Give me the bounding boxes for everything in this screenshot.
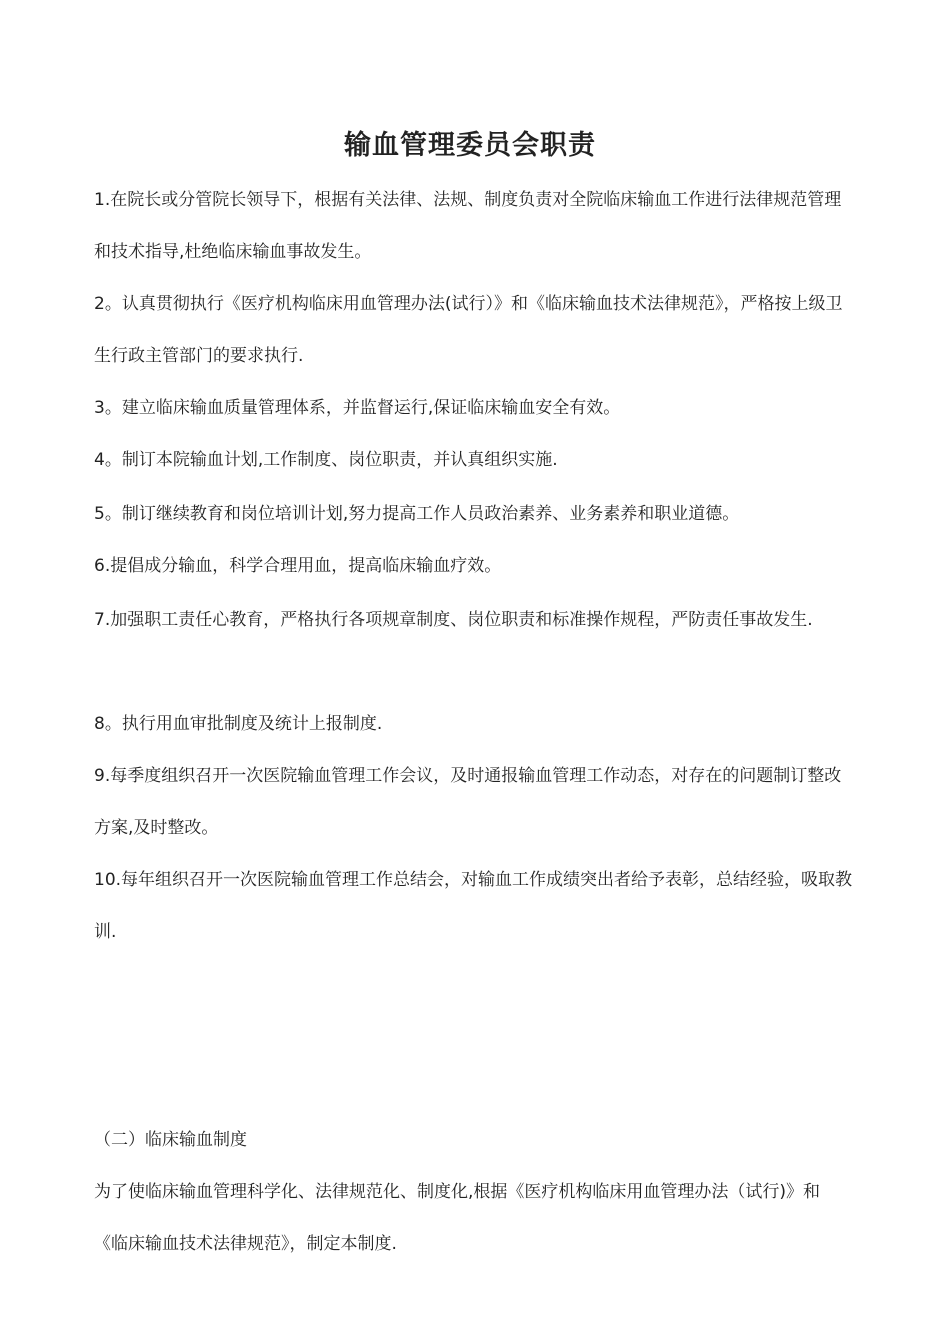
duty-item-3: 3。建立临床输血质量管理体系，并监督运行,保证临床输血安全有效。 <box>94 398 621 418</box>
duty-item-6: 6.提倡成分输血，科学合理用血，提高临床输血疗效。 <box>94 556 502 576</box>
duty-item-5: 5。制订继续教育和岗位培训计划,努力提高工作人员政治素养、业务素养和职业道德。 <box>94 504 740 524</box>
duty-item-9: 9.每季度组织召开一次医院输血管理工作会议，及时通报输血管理工作动态，对存在的问题制订整改方案,及时整改。 <box>94 766 842 838</box>
duty-item-2: 2。认真贯彻执行《医疗机构临床用血管理办法(试行）》和《临床输血技术法律规范》，严格按上级卫生行政主管部门的要求执行. <box>94 294 843 366</box>
section-heading: （二）临床输血制度 <box>94 1130 247 1150</box>
duty-item-10: 10.每年组织召开一次医院输血管理工作总结会，对输血工作成绩突出者给予表彰，总结经验，吸取教训. <box>94 870 853 942</box>
duty-item-8: 8。执行用血审批制度及统计上报制度. <box>94 714 383 734</box>
intro-paragraph: 为了使临床输血管理科学化、法律规范化、制度化,根据《医疗机构临床用血管理办法（试行)》和《临床输血技术法律规范》，制定本制度. <box>94 1182 821 1254</box>
document-title: 输血管理委员会职责 <box>344 130 596 162</box>
duty-item-1: 1.在院长或分管院长领导下，根据有关法律、法规、制度负责对全院临床输血工作进行法律规范管理和技术指导,杜绝临床输血事故发生。 <box>94 190 842 262</box>
duty-item-7: 7.加强职工责任心教育，严格执行各项规章制度、岗位职责和标准操作规程，严防责任事故发生. <box>94 610 813 630</box>
duty-item-4: 4。制订本院输血计划,工作制度、岗位职责，并认真组织实施. <box>94 450 558 470</box>
